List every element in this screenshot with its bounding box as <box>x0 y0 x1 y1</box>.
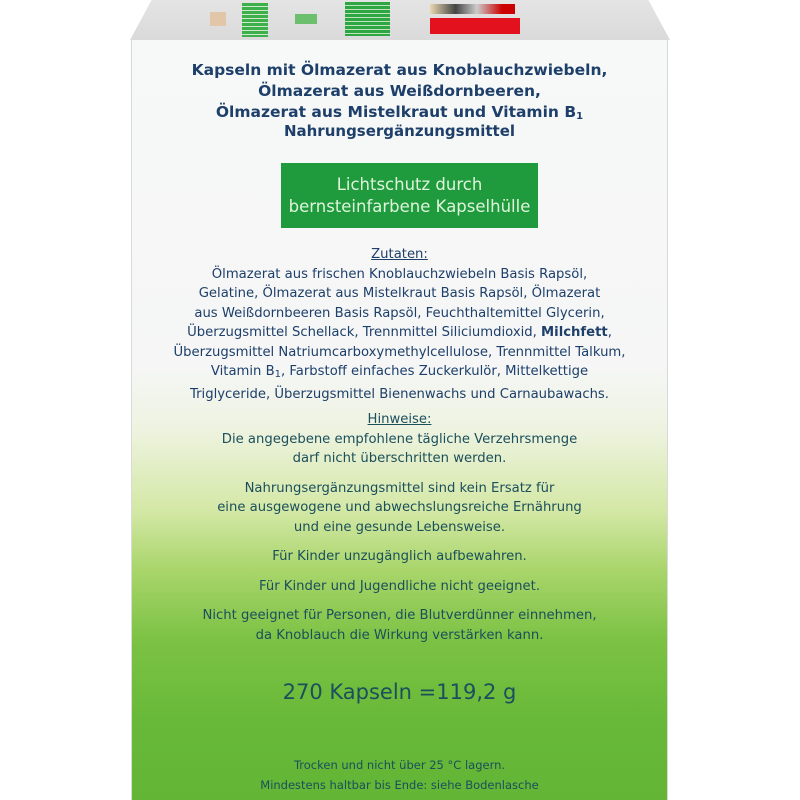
ingredients-heading: Zutaten: <box>371 247 428 262</box>
note-paragraph: Für Kinder und Jugendliche nicht geeignet. <box>258 578 541 594</box>
top-flap-green-logo <box>295 14 317 24</box>
notes-heading: Hinweise: <box>367 412 432 427</box>
notes-section <box>131 410 668 655</box>
box-top-flap <box>130 0 670 40</box>
light-protection-badge <box>281 163 538 228</box>
storage-line: Trocken und nicht über 25 °C lagern. <box>293 758 506 772</box>
box-front-face <box>131 40 668 800</box>
top-flap-red-panel <box>430 18 520 34</box>
title-line: Kapseln mit Ölmazerat aus Knoblauchzwiebeln, <box>191 61 608 79</box>
product-category: Nahrungsergänzungsmittel <box>283 122 516 140</box>
ingredients-line: Überzugsmittel Schellack, Trennmittel Siliciumdioxid, Milchfett, <box>187 325 612 340</box>
top-flap-product-photo <box>430 4 515 14</box>
badge-line: Lichtschutz durch <box>336 174 483 194</box>
product-title <box>131 60 668 127</box>
top-flap-tan-label <box>210 12 226 26</box>
storage-info <box>131 755 668 795</box>
ingredients-line: Überzugsmittel Natriumcarboxymethylcellulose, Trennmittel Talkum, <box>173 344 626 360</box>
note-paragraph: Nicht geeignet für Personen, die Blutverdünner einnehmen, da Knoblauch die Wirkung verstärken kann. <box>202 608 597 643</box>
note-paragraph: Für Kinder unzugänglich aufbewahren. <box>272 549 527 564</box>
storage-line: Mindestens haltbar bis Ende: siehe Bodenlasche <box>260 778 539 792</box>
ingredients-section <box>131 245 668 404</box>
ingredients-line: aus Weißdornbeeren Basis Rapsöl, Feuchthaltemittel Glycerin, <box>194 305 605 321</box>
ingredients-line: Vitamin $B_1$, Farbstoff einfaches Zuckerkulör, Mittelkettige <box>210 364 589 380</box>
top-flap-green-text-block <box>345 2 390 36</box>
ingredients-line: Gelatine, Ölmazerat aus Mistelkraut Basis Rapsöl, Ölmazerat <box>198 286 601 301</box>
note-paragraph: Die angegebene empfohlene tägliche Verzehrsmenge darf nicht überschritten werden. <box>221 431 578 466</box>
allergen-highlight: Milchfett <box>541 325 608 340</box>
title-line: Ölmazerat aus Weißdornbeeren, <box>258 82 541 100</box>
title-line: Ölmazerat aus Mistelkraut und Vitamin $B_1$ <box>215 103 584 122</box>
ingredients-line: Ölmazerat aus frischen Knoblauchzwiebeln Basis Rapsöl, <box>211 266 588 282</box>
pack-size: 270 Kapseln =119,2 g <box>282 680 517 704</box>
note-paragraph: Nahrungsergänzungsmittel sind kein Ersatz für eine ausgewogene und abwechslungsreiche Ernährung und eine gesunde Lebensweise. <box>217 480 582 535</box>
top-flap-green-text-block <box>242 3 268 37</box>
ingredients-line: Triglyceride, Überzugsmittel Bienenwachs und Carnaubawachs. <box>190 386 609 402</box>
badge-line: bernsteinfarbene Kapselhülle <box>288 196 531 216</box>
